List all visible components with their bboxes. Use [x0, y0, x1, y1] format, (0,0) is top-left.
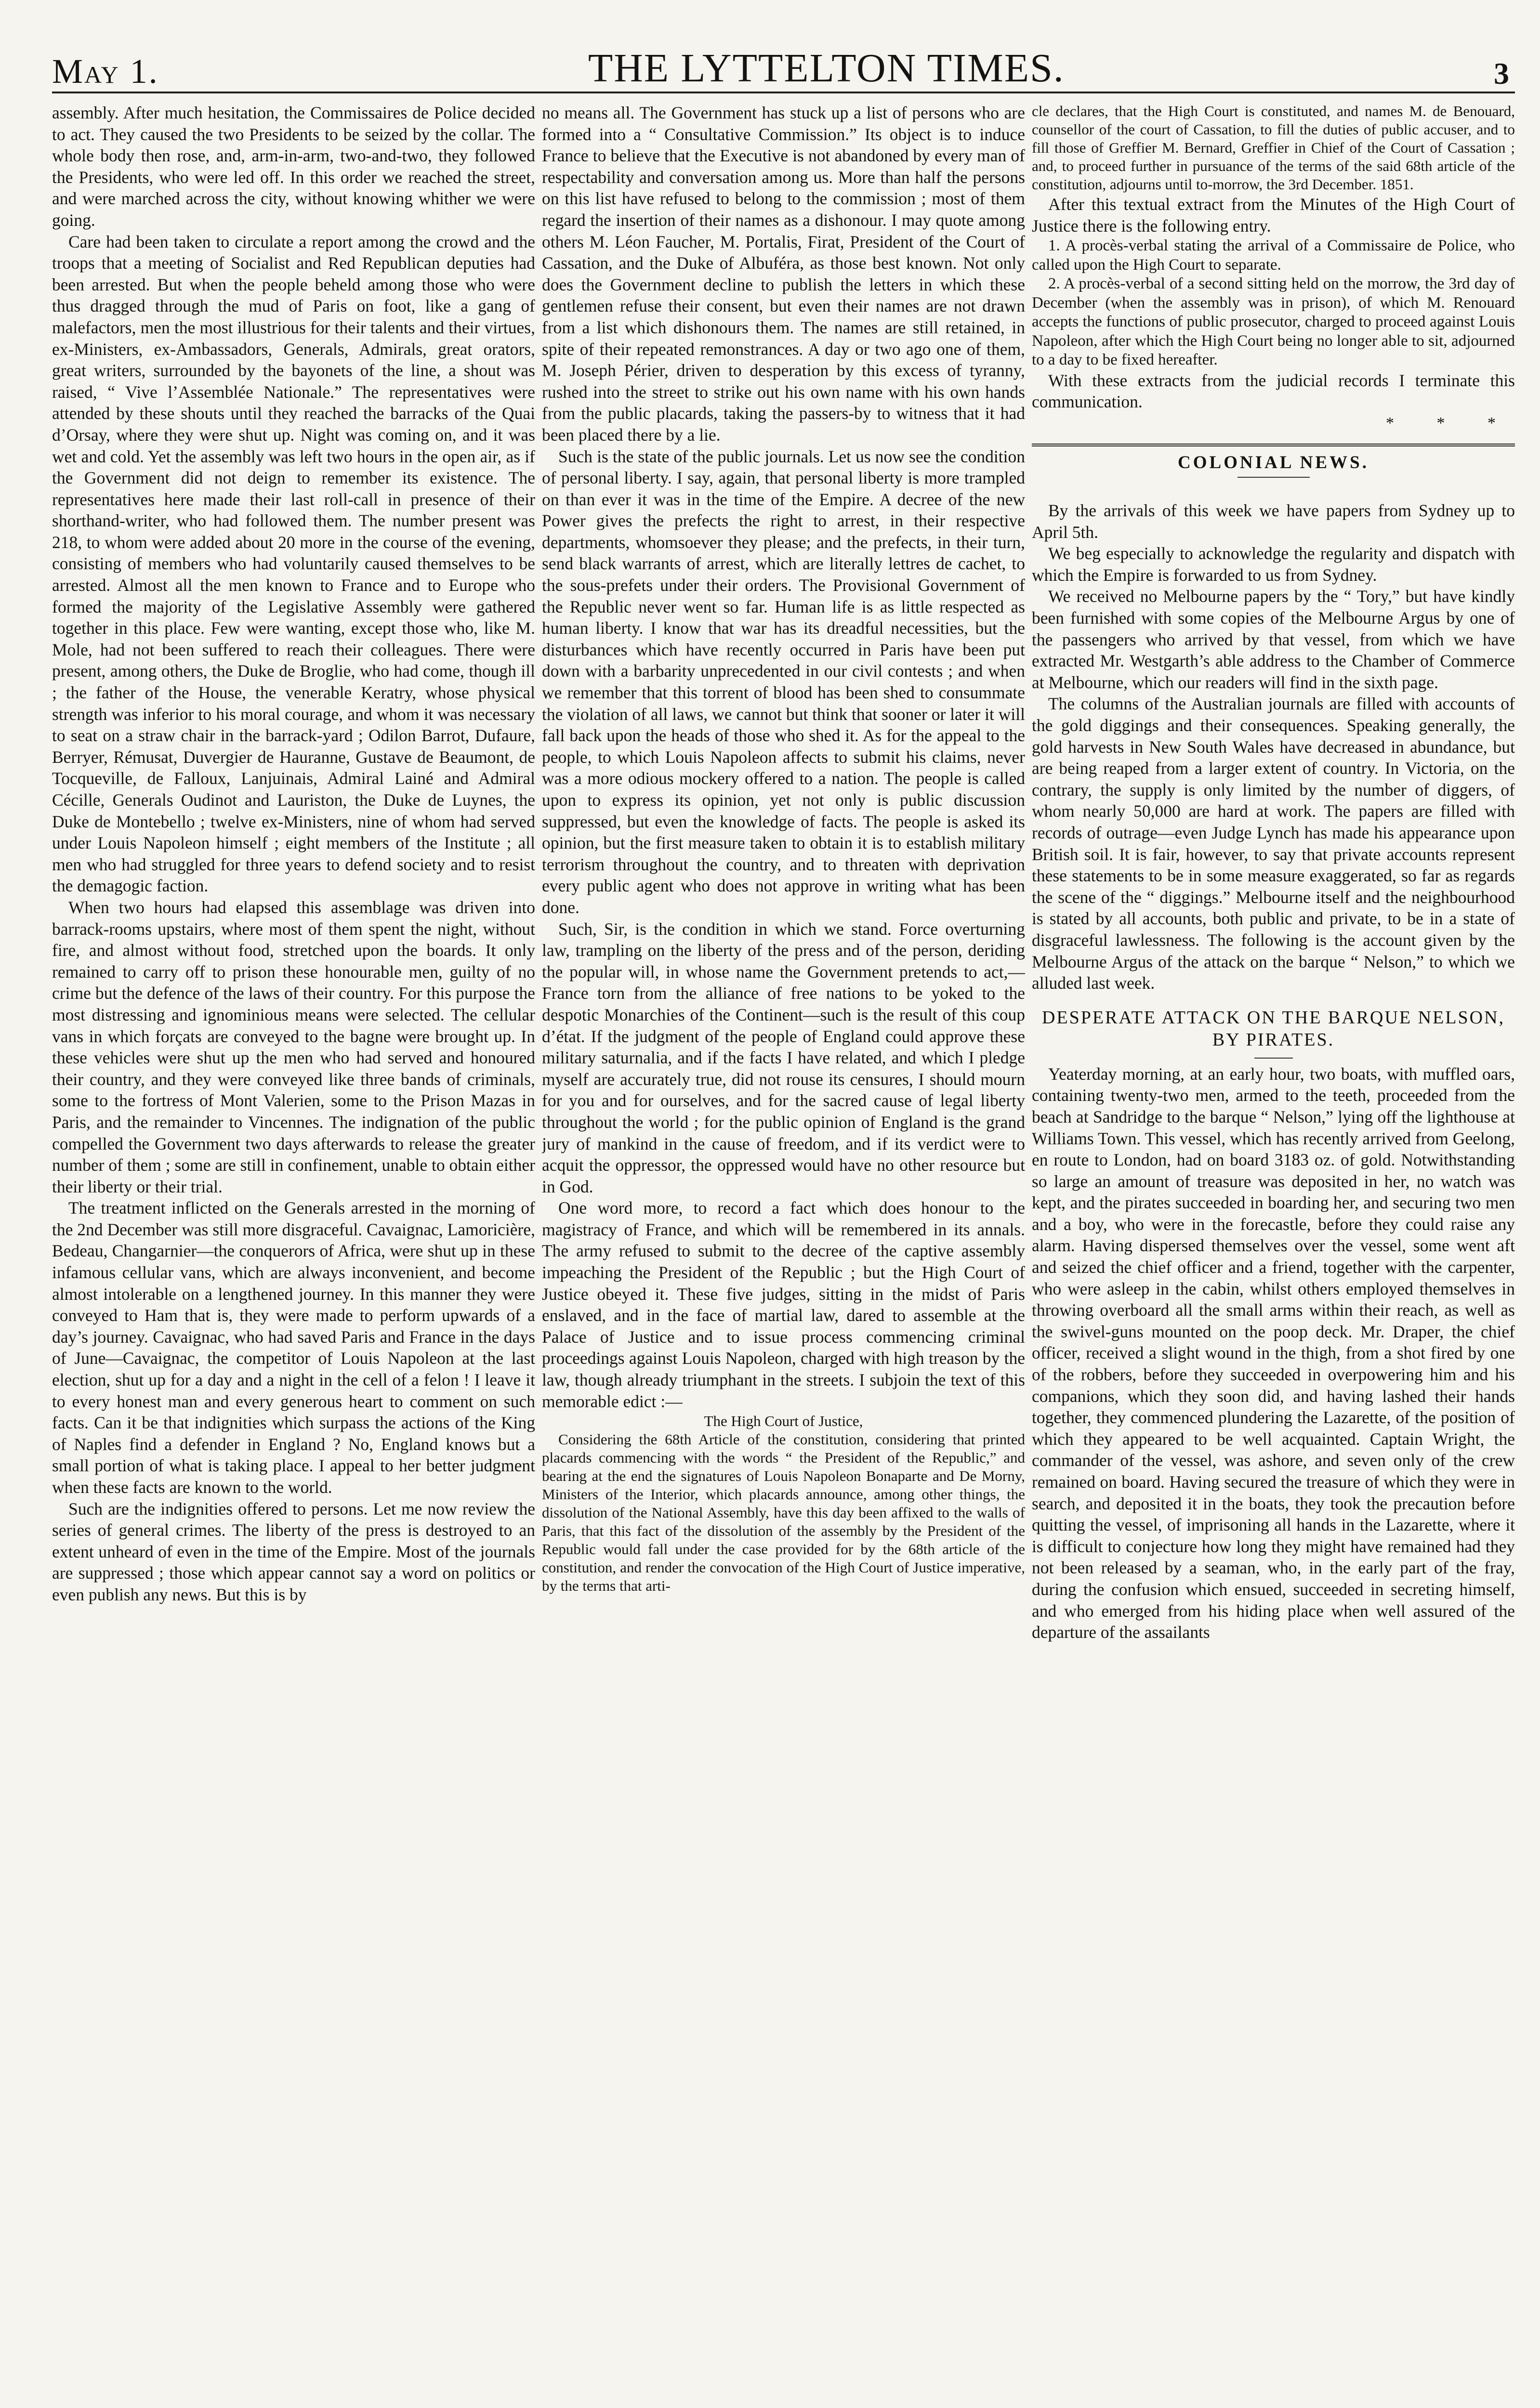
paragraph: After this textual extract from the Minutes of the High Court of Justice there is the following entry.: [1032, 195, 1515, 236]
high-court-decree: [542, 1412, 1025, 1595]
article-heading: DESPERATE ATTACK ON THE BARQUE NELSON, BY PIRATES.: [1041, 1007, 1505, 1050]
article-subrule: [1254, 1058, 1293, 1059]
paragraph: One word more, to record a fact which does honour to the magistracy of France, and which will be remembered in its annals. The army refused to submit to the decree of the captive assembly impeaching the President of the Republic ; but the High Court of Justice obeyed it. These five judges, sitting in the midst of Paris enslaved, and in the face of martial law, dared to assemble at the Palace of Justice and to issue process commencing criminal proceedings against Louis Napoleon, charged with high treason by the law, though already triumphant in the streets. I subjoin the text of this memorable edict :—: [542, 1198, 1025, 1411]
section-subrule: [1237, 477, 1310, 478]
section-rule: [1032, 444, 1515, 446]
column-2: [542, 102, 1025, 2404]
paragraph: Care had been taken to circulate a report among the crowd and the troops that a meeting of Socialist and Red Republican deputies had been arrested. But when the people beheld among those who were thus dragged through the mud of Paris on foot, like a gang of malefactors, men the most illustrious for their talents and their virtues, ex-Ministers, ex-Ambassadors, Generals, Admirals, great orators, great writers, surrounded by the bayonets of the line, a shout was raised, “ Vive l’Assemblée Nationale.” The representatives were attended by these shouts until they reached the barracks of the Quai d’Orsay, where they were shut up. Night was coming on, and it was wet and cold. Yet the assembly was left two hours in the open air, as if the Government did not deign to remember its existence. The representatives here made their last roll-call in presence of their shorthand-writer, who had followed them. The number present was 218, to whom were added about 20 more in the course of the evening, consisting of members who had voluntarily caused themselves to be arrested. Almost all the men known to France and to Europe who formed the majority of the Legislative Assembly were gathered together in this place. Few were wanting, except those who, like M. Mole, had not been suffered to reach their colleagues. There were present, among others, the Duke de Broglie, who had come, though ill ; the father of the House, the venerable Keratry, whose physical strength was inferior to his moral courage, and whom it was necessary to seat on a straw chair in the barrack-yard ; Odilon Barrot, Dufaure, Berryer, Rémusat, Duvergier de Hauranne, Gustave de Beaumont, de Tocqueville, de Falloux, Lanjuinais, Admiral Lainé and Admiral Cécille, Generals Oudinot and Lauriston, the Duke de Luynes, the Duke de Montebello ; twelve ex-Ministers, nine of whom had served under Louis Napoleon himself ; eight members of the Institute ; all men who had struggled for three years to defend society and to resist the demagogic faction.: [52, 232, 535, 896]
masthead: [52, 43, 1515, 93]
decree-continuation-block: [1032, 102, 1515, 194]
minutes-entry: 1. A procès-verbal stating the arrival of a Commissaire de Police, who called upon the High Court to separate.: [1032, 237, 1515, 274]
newspaper-title: THE LYTTELTON TIMES.: [588, 46, 1065, 91]
paragraph: Yeaterday morning, at an early hour, two boats, with muffled oars, containing twenty-two men, armed to the teeth, proceeded from the beach at Sandridge to the barque “ Nelson,” lying off the lighthouse at Williams Town. This vessel, which has recently arrived from Geelong, en route to London, had on board 3183 oz. of gold. Notwithstanding so large an amount of treasure was deposited in her, no watch was kept, and the pirates succeeded in boarding her, and securing two men and a boy, who were in the forecastle, before they could raise any alarm. Having dispersed themselves over the vessel, some went aft and seized the chief officer and a friend, together with the carpenter, who were asleep in the cabin, whilst others employed themselves in throwing overboard all the small arms within their reach, as well as the swivel-guns mounted on the poop deck. Mr. Draper, the chief officer, received a slight wound in the thigh, from a shot fired by one of the robbers, before they succeeded in overpowering him and his companions, which they soon did, and having lashed their hands together, they commenced plundering the Lazarette, of the position of which they appeared to be well acquainted. Captain Wright, the commander of the vessel, was ashore, and seven only of the crew remained on board. Having secured the treasure of which they were in search, and deposited it in the boats, they took the precaution before quitting the vessel, of imprisoning all hands in the Lazarette, where it is difficult to conjecture how long they might have remained had they not been released by a seaman, who, in the early part of the fray, during the confusion which ensued, succeeded in secreting himself, and who emerged from his hiding place when well assured of the departure of the assailants: [1032, 1064, 1515, 1642]
paragraph: no means all. The Government has stuck up a list of persons who are formed into a “ Consultative Commission.” Its object is to induce France to believe that the Executive is not abandoned by every man of respectability and conversation among us. More than half the persons on this list have refused to belong to the commission ; most of them regard the insertion of their names as a dishonour. I may quote among others M. Léon Faucher, M. Portalis, Firat, President of the Court of Cassation, and the Duke of Albuféra, as those best known. Not only does the Government decline to publish the letters in which these gentlemen refuse their consent, but even their names are not drawn from a list which dishonours them. The names are still retained, in spite of their repeated remonstrances. A day or two ago one of them, M. Joseph Périer, driven to desperation by this excess of tyranny, rushed into the street to strike out his own name with his own hands from the public placards, taking the passers-by to witness that it had been placed there by a lie.: [542, 103, 1025, 445]
paragraph: The columns of the Australian journals are filled with accounts of the gold diggings and their consequences. Speaking generally, the gold harvests in New South Wales have decreased in abundance, but are being reaped from a larger extent of country. In Victoria, on the contrary, the supply is only limited by the number of diggers, of whom nearly 50,000 are hard at work. The papers are filled with records of outrage—even Judge Lynch has made his appearance upon British soil. It is fair, however, to say that private accounts represent these statements to be in some measure exaggerated, so far as regards the scene of the “ diggings.” Melbourne itself and the neighbourhood is stated by all accounts, both public and private, to be in a state of disgraceful lawlessness. The following is the account given by the Melbourne Argus of the attack on the barque “ Nelson,” to which we alluded last week.: [1032, 694, 1515, 993]
issue-date: May 1.: [52, 52, 159, 91]
paragraph: When two hours had elapsed this assemblage was driven into barrack-rooms upstairs, where most of them spent the night, without fire, and almost without food, stretched upon the boards. It only remained to carry off to prison these honourable men, guilty of no crime but the defence of the laws of their country. For this purpose the most distressing and ignominious means were selected. The cellular vans in which forçats are conveyed to the bagne were brought up. In these vehicles were shut up the men who had served and honoured their country, and they were conveyed like three bands of criminals, some to the fortress of Mont Valerien, some to the Prison Mazas in Paris, and the remainder to Vincennes. The indignation of the public compelled the Government two days afterwards to release the greater number of them ; some are still in confinement, unable to obtain either their liberty or their trial.: [52, 897, 535, 1196]
decree-text: Considering the 68th Article of the constitution, considering that printed placards commencing with the words “ the President of the Republic,” and bearing at the end the signatures of Louis Napoleon Bonaparte and De Morny, Ministers of the Interior, which placards announce, among other things, the dissolution of the National Assembly, have this day been affixed to the walls of Paris, that this fact of the dissolution of the assembly by the President of the Republic would fall under the case provided for by the 68th article of the constitution, and render the convocation of the High Court of Justice imperative, by the terms that arti-: [542, 1431, 1025, 1595]
column-3: [1032, 102, 1515, 2404]
paragraph: Such is the state of the public journals. Let us now see the condition of personal liberty. I say, again, that personal liberty is more trampled on than ever it was in the time of the Empire. A decree of the new Power gives the prefects the right to arrest, in their respective departments, whomsoever they please; and the prefects, in their turn, send black warrants of arrest, which are literally lettres de cachet, to the sous-prefets under their orders. The Provisional Government of the Republic never went so far. Human life is as little respected as human liberty. I know that war has its dreadful necessities, but the disturbances which have recently occurred in Paris have been put down with a barbarity unprecedented in our civil contests ; and when we remember that this torrent of blood has been shed to consummate the violation of all laws, we cannot but think that sooner or later it will fall back upon the heads of those who shed it. As for the appeal to the people, to which Louis Napoleon affects to submit his claims, never was a more odious mockery offered to a nation. The people is called upon to express its opinion, yet not only is public discussion suppressed, but even the knowledge of facts. The people is asked its opinion, but the first measure taken to obtain it is to establish military terrorism throughout the country, and to threaten with deprivation every public agent who does not approve in writing what has been done.: [542, 446, 1025, 917]
minutes-entry: 2. A procès-verbal of a second sitting held on the morrow, the 3rd day of December (when the assembly was in prison), of which M. Renouard accepts the functions of public prosecutor, charged to proceed against Louis Napoleon, after which the High Court being no longer able to sit, adjourned to a day to be fixed hereafter.: [1032, 275, 1515, 369]
paragraph: assembly. After much hesitation, the Commissaires de Police decided to act. They caused the two Presidents to be seized by the collar. The whole body then rose, and, arm-in-arm, two-and-two, they followed the Presidents, who were led off. In this order we reached the street, and were marched across the city, without knowing whither we were going.: [52, 103, 535, 230]
column-1: [52, 102, 535, 2404]
paragraph: The treatment inflicted on the Generals arrested in the morning of the 2nd December was still more disgraceful. Cavaignac, Lamoricière, Bedeau, Changarnier—the conquerors of Africa, were shut up in these infamous cellular vans, which are always inconvenient, and become almost intolerable on a lengthened journey. In this manner they were conveyed to Ham that is, they were made to perform upwards of a day’s journey. Cavaignac, who had saved Paris and France in the days of June—Cavaignac, the competitor of Louis Napoleon at the last election, shut up for a day and a night in the cell of a felon ! I leave it to every honest man and every generous heart to comment on such facts. Can it be that indignities which surpass the actions of the King of Naples find a defender in England ? No, England knows but a small portion of what is taking place. I appeal to her better judgment when these facts are known to the world.: [52, 1198, 535, 1497]
decree-continuation: cle declares, that the High Court is constituted, and names M. de Benouard, counsellor of the court of Cassation, to fill the duties of public accuser, and to fill those of Greffier M. Bernard, Greffier in Chief of the Court of Cassation ; and, to proceed further in pursuance of the terms of the said 68th article of the constitution, adjourns until to-morrow, the 3rd December. 1851.: [1032, 103, 1515, 193]
asterisks-divider: * * *: [1386, 414, 1515, 432]
paragraph: Such are the indignities offered to persons. Let me now review the series of general crimes. The liberty of the press is destroyed to an extent unheard of even in the time of the Empire. Most of the journals are suppressed ; those which appear cannot say a word on politics or even publish any news. But this is by: [52, 1499, 535, 1604]
paragraph: We received no Melbourne papers by the “ Tory,” but have kindly been furnished with some copies of the Melbourne Argus by one of the passengers who arrived by that vessel, from which we have extracted Mr. Westgarth’s able address to the Chamber of Commerce at Melbourne, which our readers will find in the sixth page.: [1032, 587, 1515, 692]
paragraph: We beg especially to acknowledge the regularity and dispatch with which the Empire is forwarded to us from Sydney.: [1032, 544, 1515, 585]
paragraph: With these extracts from the judicial records I terminate this communication.: [1032, 370, 1515, 412]
paragraph: Such, Sir, is the condition in which we stand. Force overturning law, trampling on the liberty of the press and of the person, deriding the popular will, in whose name the Government pretends to act,—France torn from the alliance of free nations to be yoked to the despotic Monarchies of the Continent—such is the result of this coup d’état. If the judgment of the people of England could approve these military saturnalia, and if the facts I have related, and which I pledge myself are accurately true, did not rouse its censures, I should mourn for you and for ourselves, and for the sacred cause of legal liberty throughout the world ; for the public opinion of England is the grand jury of mankind in the cause of freedom, and if its verdict were to acquit the oppressor, the oppressed would have no other resource but in God.: [542, 919, 1025, 1196]
paragraph: By the arrivals of this week we have papers from Sydney up to April 5th.: [1032, 501, 1515, 542]
page-number: 3: [1493, 56, 1509, 91]
columns: [52, 102, 1515, 2404]
section-heading: COLONIAL NEWS.: [1178, 453, 1369, 473]
decree-heading: The High Court of Justice,: [704, 1413, 863, 1430]
